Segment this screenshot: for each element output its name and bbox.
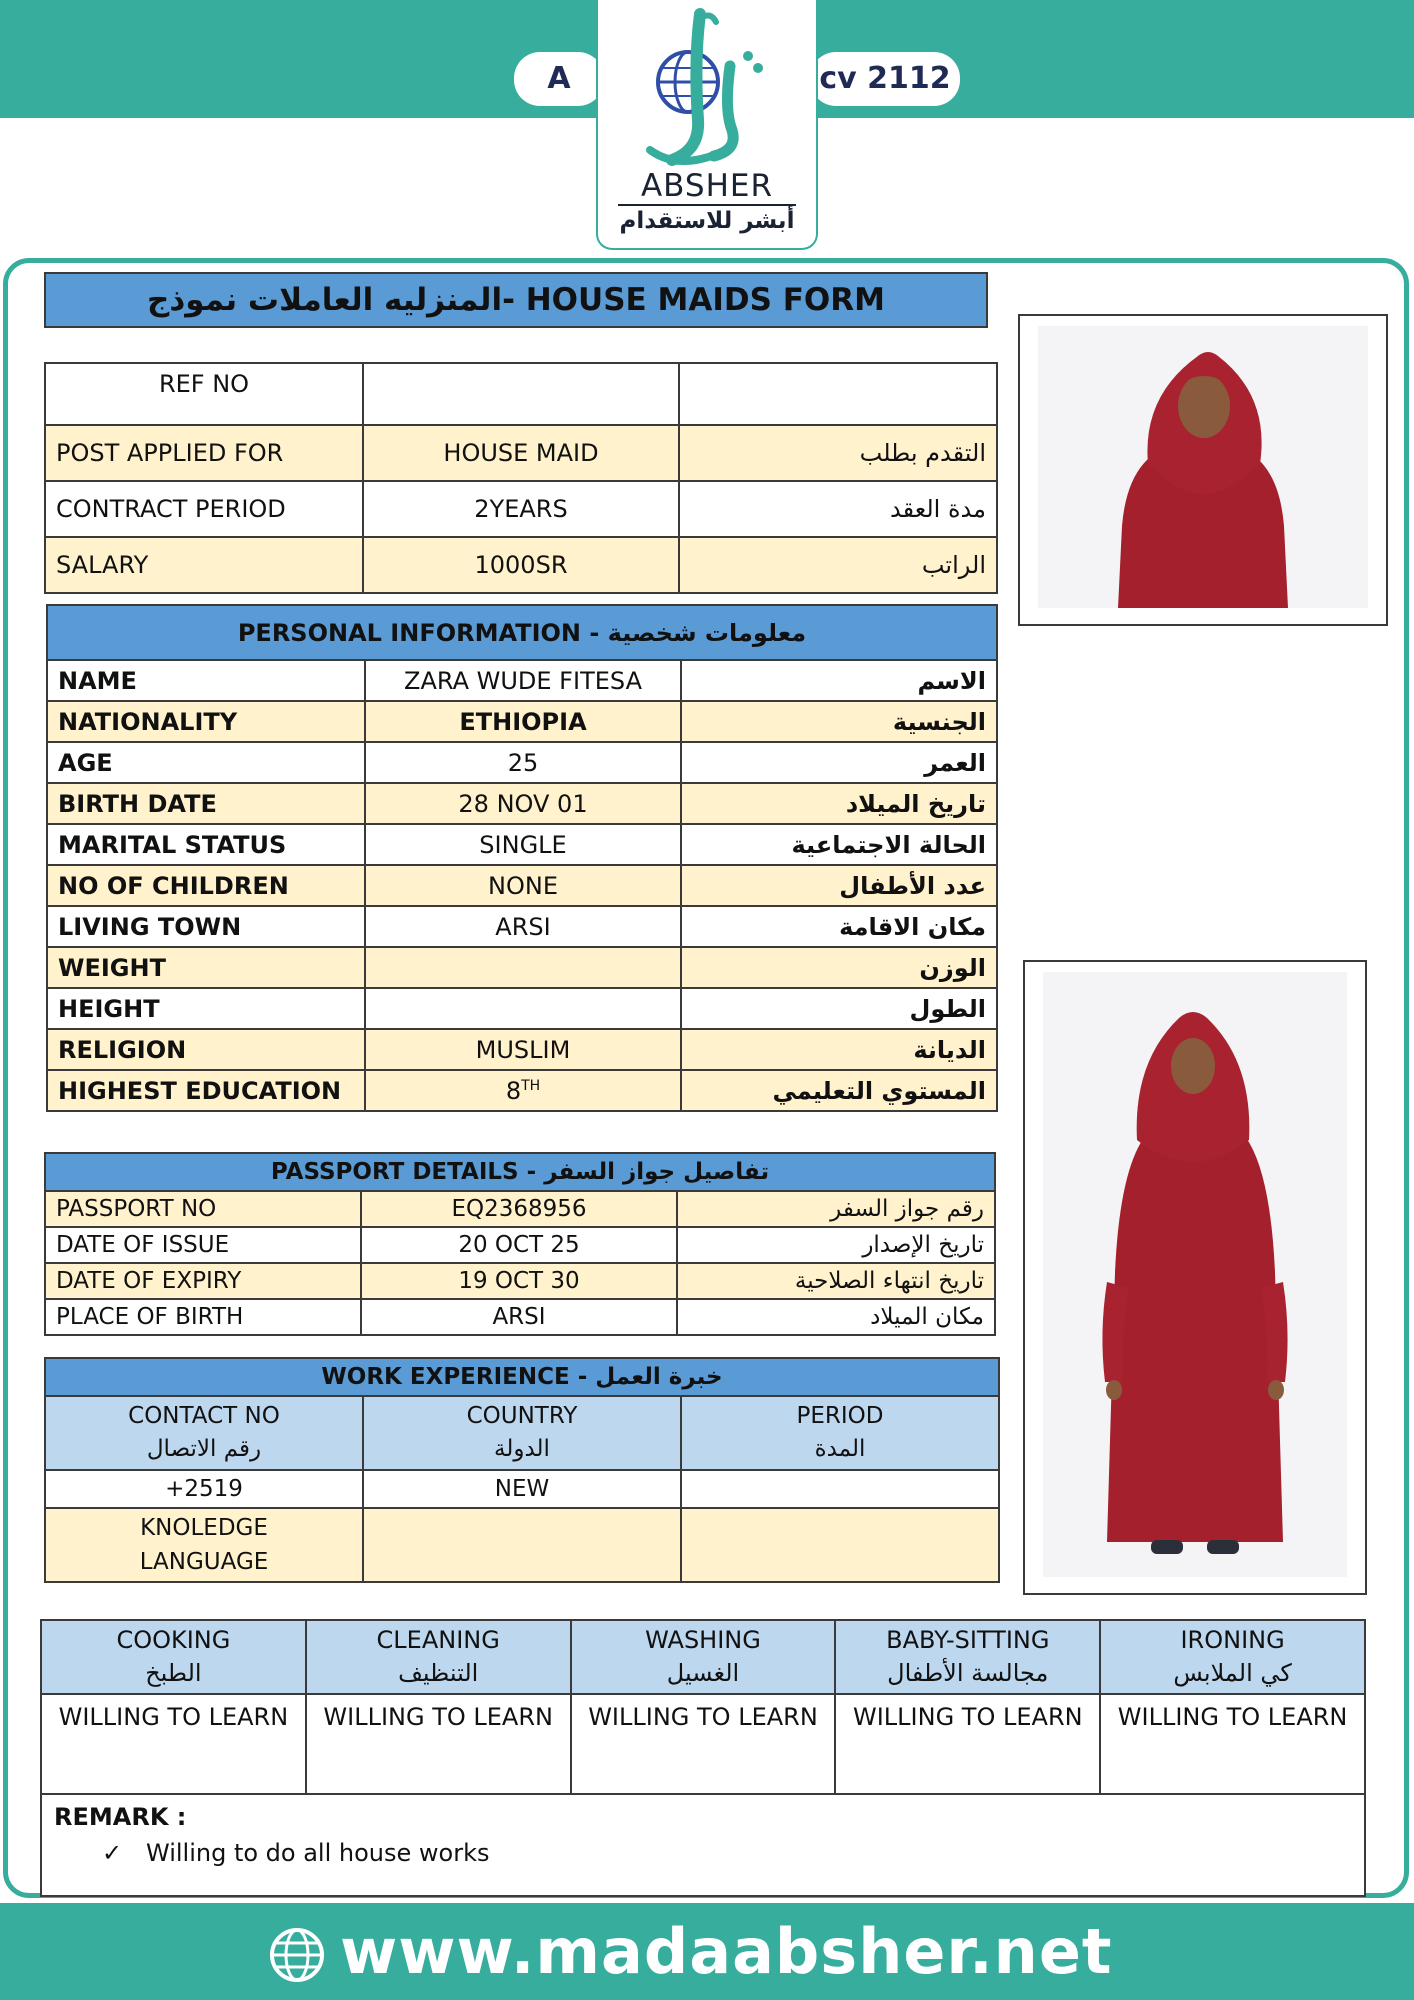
skill-cleaning-ar: التنظيف xyxy=(398,1659,479,1687)
table-row xyxy=(47,660,997,701)
period-column-en: PERIOD xyxy=(796,1403,884,1429)
post-arabic: التقدم بطلب xyxy=(679,425,997,481)
remark-text: Willing to do all house works xyxy=(146,1839,490,1867)
table-row xyxy=(47,1070,997,1111)
expiry-arabic: تاريخ انتهاء الصلاحية xyxy=(677,1263,995,1299)
education-value xyxy=(365,1070,681,1111)
table-row xyxy=(47,783,997,824)
table-row xyxy=(47,906,997,947)
full-photo-icon xyxy=(1043,972,1347,1577)
skill-cooking-header xyxy=(41,1620,306,1694)
full-photo-frame xyxy=(1023,960,1367,1595)
contact-column-ar: رقم الاتصال xyxy=(146,1436,262,1462)
skill-ironing-ar: كي الملابس xyxy=(1173,1659,1292,1687)
name-value: ZARA WUDE FITESA xyxy=(365,660,681,701)
issue-label: DATE OF ISSUE xyxy=(45,1227,361,1263)
post-label: POST APPLIED FOR xyxy=(45,425,363,481)
table-row xyxy=(45,1470,999,1508)
salary-label: SALARY xyxy=(45,537,363,593)
birth-date-value: 28 NOV 01 xyxy=(365,783,681,824)
skill-babysitting-value: WILLING TO LEARN xyxy=(835,1694,1100,1794)
table-row xyxy=(45,1396,999,1470)
skill-cooking-value: WILLING TO LEARN xyxy=(41,1694,306,1794)
salary-arabic: الراتب xyxy=(679,537,997,593)
period-value xyxy=(681,1470,999,1508)
nationality-arabic: الجنسية xyxy=(681,701,997,742)
marital-value: SINGLE xyxy=(365,824,681,865)
knowledge-line-1: KNOLEDGE xyxy=(140,1515,268,1541)
logo-wordmark: ABSHER xyxy=(640,168,774,204)
country-column-en: COUNTRY xyxy=(466,1403,578,1429)
religion-value: MUSLIM xyxy=(365,1029,681,1070)
birth-place-arabic: مكان الميلاد xyxy=(677,1299,995,1335)
personal-table xyxy=(46,604,998,1112)
table-row xyxy=(45,1299,995,1335)
skill-babysitting-header xyxy=(835,1620,1100,1694)
experience-table xyxy=(44,1357,1000,1583)
education-number: 8 xyxy=(505,1076,522,1105)
contact-column-header xyxy=(45,1396,363,1470)
table-row xyxy=(45,537,997,593)
table-row xyxy=(41,1620,1365,1694)
skill-cooking-ar: الطبخ xyxy=(145,1659,202,1687)
portrait-photo xyxy=(1038,326,1368,608)
period-column-ar: المدة xyxy=(814,1436,866,1462)
table-row xyxy=(47,742,997,783)
cv-number: 2112 xyxy=(867,61,951,96)
skills-table xyxy=(40,1619,1366,1897)
birth-place-value: ARSI xyxy=(361,1299,677,1335)
table-row xyxy=(45,1227,995,1263)
portrait-photo-frame xyxy=(1018,314,1388,626)
contract-arabic: مدة العقد xyxy=(679,481,997,537)
post-value: HOUSE MAID xyxy=(363,425,679,481)
birth-date-arabic: تاريخ الميلاد xyxy=(681,783,997,824)
marital-label: MARITAL STATUS xyxy=(47,824,365,865)
knowledge-extra xyxy=(681,1508,999,1582)
logo-arabic: أبشر للاستقدام xyxy=(619,208,795,234)
check-icon: ✓ xyxy=(102,1839,123,1867)
birth-date-label: BIRTH DATE xyxy=(47,783,365,824)
expiry-value: 19 OCT 30 xyxy=(361,1263,677,1299)
personal-heading: PERSONAL INFORMATION - معلومات شخصية xyxy=(47,605,997,660)
skill-cleaning-value: WILLING TO LEARN xyxy=(306,1694,571,1794)
nationality-value: ETHIOPIA xyxy=(365,701,681,742)
contract-label: CONTRACT PERIOD xyxy=(45,481,363,537)
table-row xyxy=(45,425,997,481)
website-link[interactable]: www.madaabsher.net xyxy=(340,1915,1113,1988)
code-pill xyxy=(514,52,604,106)
table-row xyxy=(45,1191,995,1227)
table-row xyxy=(47,865,997,906)
weight-value xyxy=(365,947,681,988)
skill-cooking-en: COOKING xyxy=(116,1626,231,1654)
portrait-photo-icon xyxy=(1038,326,1368,608)
table-row xyxy=(45,1263,995,1299)
country-column-ar: الدولة xyxy=(494,1436,550,1462)
nationality-label: NATIONALITY xyxy=(47,701,365,742)
children-label: NO OF CHILDREN xyxy=(47,865,365,906)
table-row xyxy=(47,947,997,988)
left-code: A xyxy=(547,61,571,96)
globe-icon xyxy=(268,1926,326,1984)
table-row xyxy=(47,824,997,865)
passport-heading: PASSPORT DETAILS - تفاصيل جواز السفر xyxy=(45,1153,995,1191)
remark-item xyxy=(54,1839,1354,1867)
period-column-header xyxy=(681,1396,999,1470)
weight-label: WEIGHT xyxy=(47,947,365,988)
table-row xyxy=(47,1029,997,1070)
skill-babysitting-ar: مجالسة الأطفال xyxy=(887,1659,1049,1687)
table-row xyxy=(47,988,997,1029)
issue-arabic: تاريخ الإصدار xyxy=(677,1227,995,1263)
education-suffix: TH xyxy=(521,1077,541,1094)
remark-label: REMARK : xyxy=(54,1803,187,1831)
age-value: 25 xyxy=(365,742,681,783)
name-label: NAME xyxy=(47,660,365,701)
logo-divider xyxy=(618,204,796,206)
age-arabic: العمر xyxy=(681,742,997,783)
town-arabic: مكان الاقامة xyxy=(681,906,997,947)
salary-value: 1000SR xyxy=(363,537,679,593)
job-table xyxy=(44,362,998,594)
expiry-label: DATE OF EXPIRY xyxy=(45,1263,361,1299)
knowledge-value xyxy=(363,1508,681,1582)
table-row xyxy=(47,701,997,742)
age-label: AGE xyxy=(47,742,365,783)
country-value: NEW xyxy=(363,1470,681,1508)
passport-no-value: EQ2368956 xyxy=(361,1191,677,1227)
contract-value: 2YEARS xyxy=(363,481,679,537)
town-label: LIVING TOWN xyxy=(47,906,365,947)
table-row xyxy=(45,481,997,537)
name-arabic: الاسم xyxy=(681,660,997,701)
skill-ironing-value: WILLING TO LEARN xyxy=(1100,1694,1365,1794)
height-label: HEIGHT xyxy=(47,988,365,1029)
full-photo xyxy=(1043,972,1347,1577)
knowledge-line-2: LANGUAGE xyxy=(139,1549,269,1575)
skill-babysitting-en: BABY-SITTING xyxy=(886,1626,1050,1654)
education-arabic: المستوي التعليمي xyxy=(681,1070,997,1111)
height-arabic: الطول xyxy=(681,988,997,1029)
skill-cleaning-header xyxy=(306,1620,571,1694)
religion-arabic: الديانة xyxy=(681,1029,997,1070)
skill-ironing-en: IRONING xyxy=(1180,1626,1285,1654)
form-title: المنزليه العاملات نموذج- HOUSE MAIDS FORM xyxy=(44,272,988,328)
skill-washing-ar: الغسيل xyxy=(666,1659,740,1687)
height-value xyxy=(365,988,681,1029)
ref-label: REF NO xyxy=(45,363,363,425)
cv-label: cv xyxy=(819,61,857,96)
passport-no-label: PASSPORT NO xyxy=(45,1191,361,1227)
birth-place-label: PLACE OF BIRTH xyxy=(45,1299,361,1335)
skill-washing-value: WILLING TO LEARN xyxy=(571,1694,836,1794)
cv-pill xyxy=(810,52,960,106)
table-row xyxy=(41,1694,1365,1794)
table-row xyxy=(45,363,997,425)
contact-value: +2519 xyxy=(45,1470,363,1508)
children-arabic: عدد الأطفال xyxy=(681,865,997,906)
knowledge-label xyxy=(45,1508,363,1582)
ref-value xyxy=(363,363,679,425)
passport-table xyxy=(44,1152,996,1336)
table-row xyxy=(45,1508,999,1582)
experience-heading: WORK EXPERIENCE - خبرة العمل xyxy=(45,1358,999,1396)
skill-ironing-header xyxy=(1100,1620,1365,1694)
weight-arabic: الوزن xyxy=(681,947,997,988)
children-value: NONE xyxy=(365,865,681,906)
passport-no-arabic: رقم جواز السفر xyxy=(677,1191,995,1227)
skill-washing-en: WASHING xyxy=(645,1626,761,1654)
religion-label: RELIGION xyxy=(47,1029,365,1070)
issue-value: 20 OCT 25 xyxy=(361,1227,677,1263)
town-value: ARSI xyxy=(365,906,681,947)
marital-arabic: الحالة الاجتماعية xyxy=(681,824,997,865)
country-column-header xyxy=(363,1396,681,1470)
contact-column-en: CONTACT NO xyxy=(128,1403,280,1429)
skill-cleaning-en: CLEANING xyxy=(376,1626,500,1654)
remark-cell xyxy=(41,1794,1365,1896)
education-label: HIGHEST EDUCATION xyxy=(47,1070,365,1111)
skill-washing-header xyxy=(571,1620,836,1694)
logo xyxy=(596,0,818,250)
ref-arabic xyxy=(679,363,997,425)
table-row xyxy=(41,1794,1365,1896)
